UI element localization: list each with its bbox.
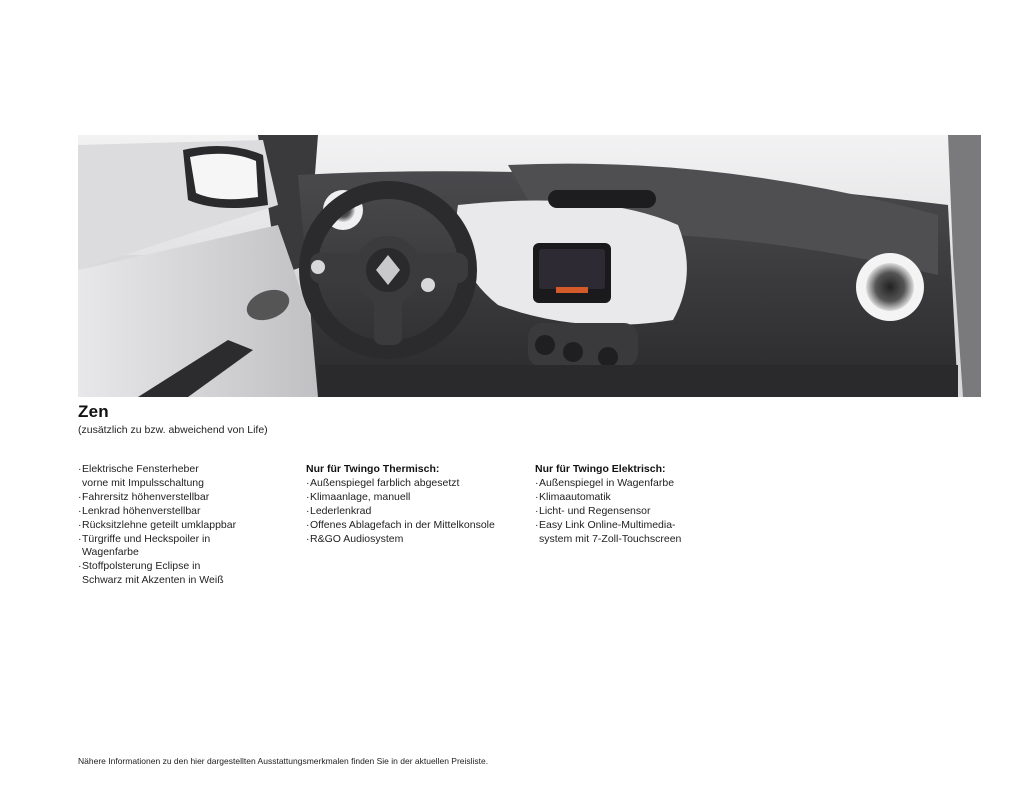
- column-heading: Nur für Twingo Thermisch:: [306, 463, 440, 475]
- list-item: · R&GO Audiosystem: [306, 533, 532, 547]
- list-item: · Klimaanlage, manuell: [306, 491, 532, 505]
- list-item: · Rücksitzlehne geteilt umklappbar: [78, 519, 304, 533]
- list-item: Schwarz mit Akzenten in Weiß: [82, 574, 224, 587]
- list-item: Wagenfarbe: [82, 546, 139, 559]
- list-item: · Lederlenkrad: [306, 505, 532, 519]
- feature-column-thermisch: [306, 463, 532, 546]
- feature-column-general: [78, 463, 304, 588]
- car-interior-illustration: [78, 135, 981, 397]
- list-item: · Easy Link Online-Multimedia-: [535, 519, 761, 533]
- column-heading: Nur für Twingo Elektrisch:: [535, 463, 666, 475]
- list-item: system mit 7-Zoll-Touchscreen: [539, 532, 682, 545]
- page-title: Zen: [78, 402, 109, 421]
- footnote: Nähere Informationen zu den hier dargestellten Ausstattungsmerkmalen finden Sie in der aktuellen Preisliste.: [78, 756, 489, 766]
- list-item: · Klimaautomatik: [535, 491, 761, 505]
- feature-list: [78, 463, 304, 588]
- list-item: · Stoffpolsterung Eclipse in: [78, 560, 304, 574]
- car-interior-photo: [78, 135, 981, 397]
- list-item: · Licht- und Regensensor: [535, 505, 761, 519]
- list-item: · Offenes Ablagefach in der Mittelkonsole: [306, 519, 532, 533]
- list-item: · Außenspiegel farblich abgesetzt: [306, 477, 532, 491]
- feature-column-elektrisch: [535, 463, 761, 546]
- feature-list: [306, 477, 532, 547]
- list-item: · Türgriffe und Heckspoiler in: [78, 533, 304, 547]
- list-item: vorne mit Impulsschaltung: [82, 476, 204, 489]
- list-item: · Fahrersitz höhenverstellbar: [78, 491, 304, 505]
- feature-list: [535, 477, 761, 547]
- list-item: · Elektrische Fensterheber: [78, 463, 304, 477]
- list-item: · Außenspiegel in Wagenfarbe: [535, 477, 761, 491]
- list-item: · Lenkrad höhenverstellbar: [78, 505, 304, 519]
- page-subtitle: (zusätzlich zu bzw. abweichend von Life): [78, 424, 268, 436]
